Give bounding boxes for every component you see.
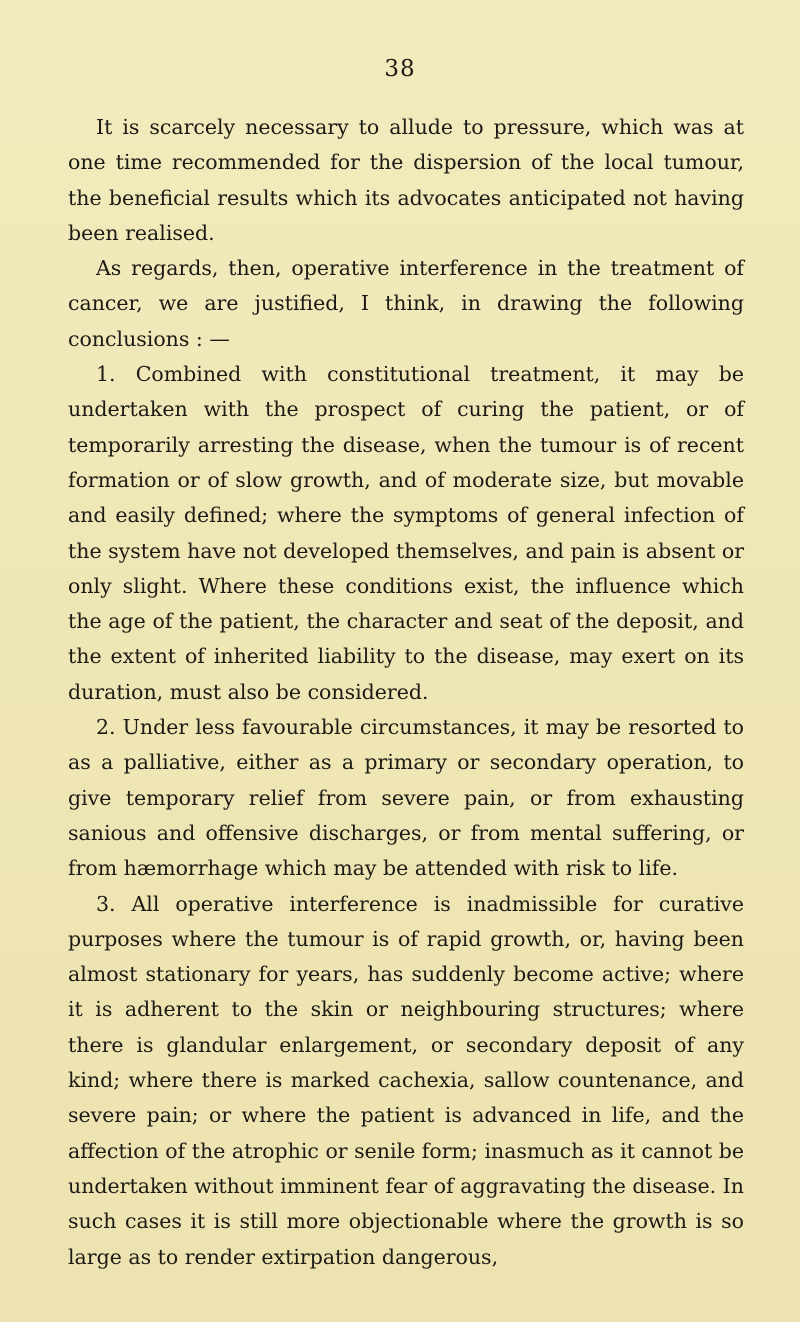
body-text xyxy=(68,110,744,1275)
paragraph-conclusions-intro: As regards, then, operative interference in the treatment of cancer, we are justified, I think, in drawing the following conclusions : — xyxy=(68,256,744,351)
paragraph-pressure: It is scarcely necessary to allude to pressure, which was at one time recommended for the dispersion of the local tumour, the beneficial results which its advocates anticipated not having been realised. xyxy=(68,115,744,245)
page-number: 38 xyxy=(384,56,416,82)
paragraph-conclusion-1: 1. Combined with constitutional treatment, it may be undertaken with the prospect of curing the patient, or of temporarily arresting the disease, when the tumour is of recent formation or of slow growth, and of moderate size, but movable and easily defined; where the symptoms of general infection of the system have not developed themselves, and pain is absent or only slight. Where these conditions exist, the influence which the age of the patient, the character and seat of the deposit, and the extent of inherited liability to the disease, may exert on its duration, must also be considered. xyxy=(68,362,744,704)
paragraph-conclusion-3: 3. All operative interference is inadmissible for curative purposes where the tumour is of rapid growth, or, having been almost stationary for years, has suddenly become active; where it is adherent to the skin or neighbouring structures; where there is glandular enlargement, or secondary deposit of any kind; where there is marked cachexia, sallow countenance, and severe pain; or where the patient is advanced in life, and the affection of the atrophic or senile form; inasmuch as it cannot be undertaken without imminent fear of aggravating the disease. In such cases it is still more objectionable where the growth is so large as to render extirpation dangerous, xyxy=(68,891,744,1269)
paragraph-conclusion-2: 2. Under less favourable circumstances, it may be resorted to as a palliative, either as a primary or secondary operation, to give temporary relief from severe pain, or from exhausting sanious and offensive discharges, or from mental suffering, or from hæmorrhage which may be attended with risk to life. xyxy=(68,715,744,881)
